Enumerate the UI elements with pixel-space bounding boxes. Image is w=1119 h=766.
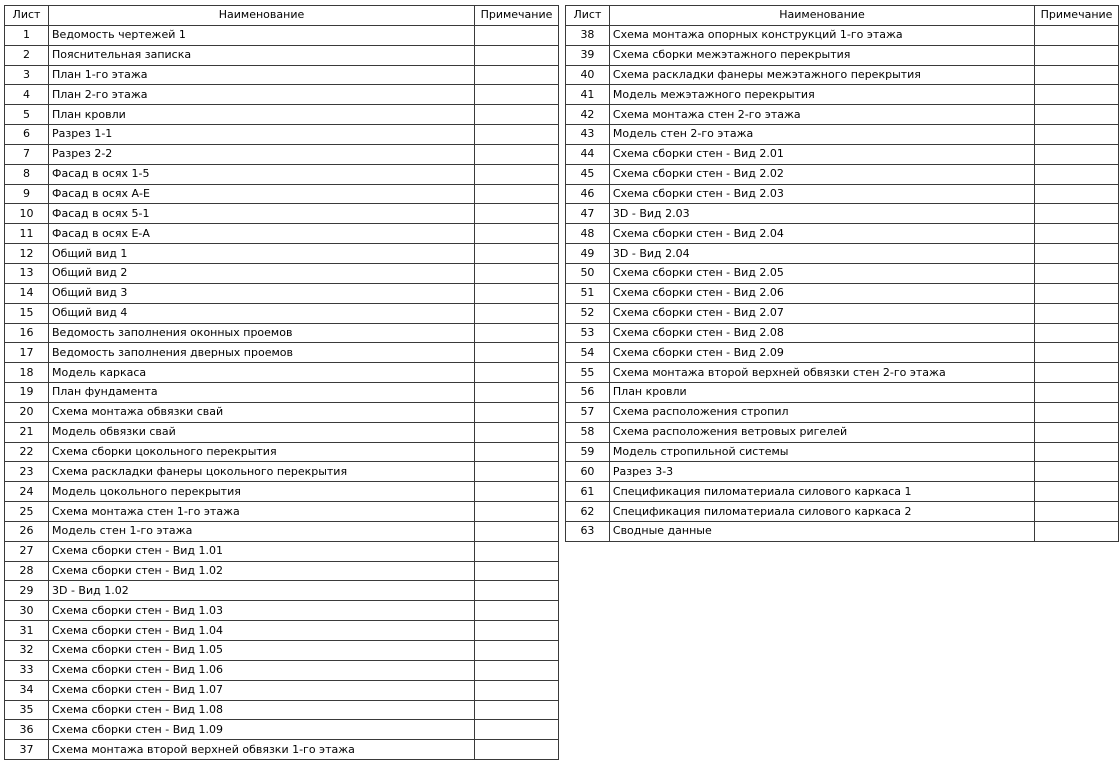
sheet-name-cell: Схема монтажа стен 2-го этажа xyxy=(609,105,1034,125)
sheet-number-cell: 42 xyxy=(566,105,610,125)
sheet-number-cell: 44 xyxy=(566,144,610,164)
table-row xyxy=(5,720,559,740)
sheet-number-cell: 5 xyxy=(5,105,49,125)
table-row xyxy=(566,323,1119,343)
header-name: Наименование xyxy=(49,6,475,26)
sheet-number-cell: 1 xyxy=(5,25,49,45)
sheet-note-cell xyxy=(1035,363,1119,383)
table-row xyxy=(5,105,559,125)
sheet-number-cell: 53 xyxy=(566,323,610,343)
sheet-note-cell xyxy=(475,402,559,422)
sheet-number-cell: 51 xyxy=(566,283,610,303)
table-row xyxy=(566,383,1119,403)
table-row xyxy=(566,502,1119,522)
table-row xyxy=(566,85,1119,105)
table-row xyxy=(5,521,559,541)
sheet-note-cell xyxy=(1035,383,1119,403)
sheet-note-cell xyxy=(475,641,559,661)
sheet-name-cell: Схема сборки стен - Вид 2.04 xyxy=(609,224,1034,244)
sheet-name-cell: Модель стен 1-го этажа xyxy=(49,521,475,541)
table-row xyxy=(5,263,559,283)
sheet-note-cell xyxy=(1035,105,1119,125)
sheet-number-cell: 30 xyxy=(5,601,49,621)
sheet-note-cell xyxy=(1035,244,1119,264)
sheet-number-cell: 6 xyxy=(5,125,49,145)
sheet-name-cell: Общий вид 2 xyxy=(49,263,475,283)
sheet-note-cell xyxy=(475,224,559,244)
sheet-number-cell: 61 xyxy=(566,482,610,502)
table-row xyxy=(566,244,1119,264)
sheet-name-cell: Схема сборки стен - Вид 2.08 xyxy=(609,323,1034,343)
sheet-name-cell: Фасад в осях 5-1 xyxy=(49,204,475,224)
sheet-name-cell: Сводные данные xyxy=(609,521,1034,541)
sheet-number-cell: 16 xyxy=(5,323,49,343)
sheet-number-cell: 19 xyxy=(5,383,49,403)
sheet-note-cell xyxy=(475,204,559,224)
sheet-name-cell: Модель стен 2-го этажа xyxy=(609,125,1034,145)
table-row xyxy=(566,144,1119,164)
table-row xyxy=(5,343,559,363)
table-row xyxy=(5,144,559,164)
table-row xyxy=(566,343,1119,363)
table-row xyxy=(5,740,559,760)
table-row xyxy=(566,462,1119,482)
table-row xyxy=(5,482,559,502)
sheet-name-cell: Схема сборки стен - Вид 2.03 xyxy=(609,184,1034,204)
sheet-name-cell: Схема монтажа опорных конструкций 1-го этажа xyxy=(609,25,1034,45)
sheet-number-cell: 63 xyxy=(566,521,610,541)
sheet-name-cell: Разрез 1-1 xyxy=(49,125,475,145)
table-row xyxy=(566,263,1119,283)
sheet-note-cell xyxy=(475,164,559,184)
sheet-note-cell xyxy=(475,85,559,105)
sheet-note-cell xyxy=(475,363,559,383)
table-row xyxy=(566,184,1119,204)
sheet-note-cell xyxy=(475,521,559,541)
table-row xyxy=(566,125,1119,145)
sheet-number-cell: 52 xyxy=(566,303,610,323)
sheet-note-cell xyxy=(475,581,559,601)
sheet-number-cell: 39 xyxy=(566,45,610,65)
table-row xyxy=(566,45,1119,65)
sheet-number-cell: 45 xyxy=(566,164,610,184)
sheet-number-cell: 36 xyxy=(5,720,49,740)
sheet-note-cell xyxy=(475,502,559,522)
sheet-note-cell xyxy=(1035,164,1119,184)
sheet-number-cell: 10 xyxy=(5,204,49,224)
sheet-number-cell: 35 xyxy=(5,700,49,720)
sheet-name-cell: Общий вид 3 xyxy=(49,283,475,303)
sheet-note-cell xyxy=(475,422,559,442)
sheet-note-cell xyxy=(475,462,559,482)
sheet-name-cell: Модель цокольного перекрытия xyxy=(49,482,475,502)
sheet-number-cell: 13 xyxy=(5,263,49,283)
sheet-number-cell: 25 xyxy=(5,502,49,522)
sheet-name-cell: Разрез 3-3 xyxy=(609,462,1034,482)
table-row xyxy=(5,45,559,65)
sheet-note-cell xyxy=(475,45,559,65)
sheet-note-cell xyxy=(475,561,559,581)
sheet-number-cell: 12 xyxy=(5,244,49,264)
sheet-name-cell: Фасад в осях А-Е xyxy=(49,184,475,204)
table-row xyxy=(5,422,559,442)
sheet-name-cell: Схема сборки стен - Вид 1.09 xyxy=(49,720,475,740)
table-row xyxy=(566,442,1119,462)
table-header-row xyxy=(566,6,1119,26)
sheet-number-cell: 21 xyxy=(5,422,49,442)
sheet-note-cell xyxy=(475,621,559,641)
sheet-number-cell: 48 xyxy=(566,224,610,244)
sheet-note-cell xyxy=(475,601,559,621)
table-row xyxy=(5,442,559,462)
table-row xyxy=(5,581,559,601)
sheet-name-cell: Схема сборки межэтажного перекрытия xyxy=(609,45,1034,65)
sheet-number-cell: 54 xyxy=(566,343,610,363)
sheet-number-cell: 11 xyxy=(5,224,49,244)
sheet-note-cell xyxy=(1035,184,1119,204)
sheet-number-cell: 60 xyxy=(566,462,610,482)
sheet-name-cell: Схема сборки стен - Вид 1.08 xyxy=(49,700,475,720)
drawing-list-table-left xyxy=(4,5,559,760)
sheet-note-cell xyxy=(475,740,559,760)
sheet-note-cell xyxy=(1035,323,1119,343)
sheet-name-cell: Схема монтажа обвязки свай xyxy=(49,402,475,422)
table-row xyxy=(5,164,559,184)
sheet-number-cell: 15 xyxy=(5,303,49,323)
table-row xyxy=(5,25,559,45)
sheet-name-cell: План кровли xyxy=(49,105,475,125)
sheet-number-cell: 59 xyxy=(566,442,610,462)
table-row xyxy=(5,601,559,621)
sheet-note-cell xyxy=(475,700,559,720)
sheet-note-cell xyxy=(475,105,559,125)
sheet-name-cell: Общий вид 1 xyxy=(49,244,475,264)
sheet-name-cell: Схема монтажа второй верхней обвязки 1-го этажа xyxy=(49,740,475,760)
sheet-name-cell: Спецификация пиломатериала силового каркаса 2 xyxy=(609,502,1034,522)
header-name: Наименование xyxy=(609,6,1034,26)
sheet-number-cell: 62 xyxy=(566,502,610,522)
sheet-number-cell: 24 xyxy=(5,482,49,502)
sheet-name-cell: Схема расположения стропил xyxy=(609,402,1034,422)
sheet-number-cell: 17 xyxy=(5,343,49,363)
table-row xyxy=(566,65,1119,85)
table-row xyxy=(566,224,1119,244)
sheet-name-cell: Схема сборки стен - Вид 1.07 xyxy=(49,680,475,700)
sheet-number-cell: 8 xyxy=(5,164,49,184)
sheet-name-cell: Ведомость заполнения дверных проемов xyxy=(49,343,475,363)
table-row xyxy=(5,224,559,244)
sheet-note-cell xyxy=(1035,263,1119,283)
table-row xyxy=(566,283,1119,303)
sheet-note-cell xyxy=(1035,502,1119,522)
table-row xyxy=(5,283,559,303)
sheet-name-cell: Схема монтажа стен 1-го этажа xyxy=(49,502,475,522)
sheet-name-cell: 3D - Вид 2.03 xyxy=(609,204,1034,224)
sheet-note-cell xyxy=(1035,45,1119,65)
table-row xyxy=(566,303,1119,323)
table-row xyxy=(5,502,559,522)
sheet-number-cell: 27 xyxy=(5,541,49,561)
table-row xyxy=(5,85,559,105)
sheet-name-cell: Схема сборки стен - Вид 2.01 xyxy=(609,144,1034,164)
sheet-note-cell xyxy=(475,343,559,363)
sheet-note-cell xyxy=(475,383,559,403)
table-row xyxy=(566,204,1119,224)
sheet-name-cell: Спецификация пиломатериала силового каркаса 1 xyxy=(609,482,1034,502)
sheet-number-cell: 41 xyxy=(566,85,610,105)
sheet-number-cell: 38 xyxy=(566,25,610,45)
sheet-note-cell xyxy=(475,283,559,303)
sheet-number-cell: 14 xyxy=(5,283,49,303)
sheet-number-cell: 34 xyxy=(5,680,49,700)
sheet-note-cell xyxy=(475,323,559,343)
sheet-note-cell xyxy=(475,25,559,45)
sheet-number-cell: 33 xyxy=(5,660,49,680)
sheet-note-cell xyxy=(475,680,559,700)
table-row xyxy=(5,204,559,224)
sheet-number-cell: 31 xyxy=(5,621,49,641)
sheet-name-cell: План фундамента xyxy=(49,383,475,403)
sheet-name-cell: Схема сборки стен - Вид 1.03 xyxy=(49,601,475,621)
sheet-note-cell xyxy=(1035,422,1119,442)
sheet-name-cell: Ведомость чертежей 1 xyxy=(49,25,475,45)
sheet-name-cell: Схема расположения ветровых ригелей xyxy=(609,422,1034,442)
sheet-note-cell xyxy=(1035,144,1119,164)
sheet-number-cell: 2 xyxy=(5,45,49,65)
sheet-note-cell xyxy=(475,144,559,164)
table-row xyxy=(566,521,1119,541)
sheet-number-cell: 50 xyxy=(566,263,610,283)
sheet-name-cell: Схема монтажа второй верхней обвязки стен 2-го этажа xyxy=(609,363,1034,383)
sheet-name-cell: Схема сборки стен - Вид 1.06 xyxy=(49,660,475,680)
table-row xyxy=(566,105,1119,125)
sheet-number-cell: 9 xyxy=(5,184,49,204)
sheet-note-cell xyxy=(475,541,559,561)
sheet-name-cell: Модель каркаса xyxy=(49,363,475,383)
sheet-note-cell xyxy=(475,482,559,502)
sheet-note-cell xyxy=(475,65,559,85)
table-row xyxy=(5,402,559,422)
table-row xyxy=(5,700,559,720)
sheet-note-cell xyxy=(1035,462,1119,482)
sheet-note-cell xyxy=(1035,25,1119,45)
table-row xyxy=(5,660,559,680)
sheet-number-cell: 18 xyxy=(5,363,49,383)
table-row xyxy=(5,363,559,383)
sheet-number-cell: 56 xyxy=(566,383,610,403)
sheet-number-cell: 57 xyxy=(566,402,610,422)
sheet-note-cell xyxy=(475,303,559,323)
header-sheet: Лист xyxy=(5,6,49,26)
sheet-number-cell: 23 xyxy=(5,462,49,482)
sheet-note-cell xyxy=(475,244,559,264)
sheet-number-cell: 32 xyxy=(5,641,49,661)
sheet-number-cell: 29 xyxy=(5,581,49,601)
sheet-note-cell xyxy=(475,660,559,680)
sheet-note-cell xyxy=(1035,402,1119,422)
sheet-number-cell: 37 xyxy=(5,740,49,760)
table-row xyxy=(5,680,559,700)
sheet-number-cell: 26 xyxy=(5,521,49,541)
sheet-name-cell: Фасад в осях 1-5 xyxy=(49,164,475,184)
sheet-note-cell xyxy=(1035,283,1119,303)
sheet-name-cell: Общий вид 4 xyxy=(49,303,475,323)
sheet-name-cell: Схема сборки стен - Вид 2.09 xyxy=(609,343,1034,363)
sheet-name-cell: 3D - Вид 1.02 xyxy=(49,581,475,601)
sheet-name-cell: Схема раскладки фанеры межэтажного перекрытия xyxy=(609,65,1034,85)
table-body-left xyxy=(5,25,559,759)
drawing-list-table-right xyxy=(565,5,1119,542)
table-row xyxy=(5,244,559,264)
sheet-name-cell: Фасад в осях Е-А xyxy=(49,224,475,244)
sheet-name-cell: Ведомость заполнения оконных проемов xyxy=(49,323,475,343)
sheet-note-cell xyxy=(1035,343,1119,363)
sheet-number-cell: 47 xyxy=(566,204,610,224)
table-row xyxy=(5,65,559,85)
sheet-note-cell xyxy=(1035,224,1119,244)
table-row xyxy=(566,25,1119,45)
sheet-name-cell: План 2-го этажа xyxy=(49,85,475,105)
table-row xyxy=(566,482,1119,502)
sheet-number-cell: 40 xyxy=(566,65,610,85)
sheet-note-cell xyxy=(1035,204,1119,224)
table-row xyxy=(5,303,559,323)
table-row xyxy=(5,383,559,403)
sheet-note-cell xyxy=(1035,65,1119,85)
sheet-number-cell: 28 xyxy=(5,561,49,581)
table-row xyxy=(566,164,1119,184)
sheet-name-cell: Схема сборки стен - Вид 2.07 xyxy=(609,303,1034,323)
table-row xyxy=(5,621,559,641)
sheet-note-cell xyxy=(475,125,559,145)
sheet-note-cell xyxy=(475,263,559,283)
sheet-note-cell xyxy=(475,442,559,462)
sheet-note-cell xyxy=(475,720,559,740)
table-row xyxy=(5,462,559,482)
sheet-name-cell: Модель межэтажного перекрытия xyxy=(609,85,1034,105)
sheet-note-cell xyxy=(475,184,559,204)
header-sheet: Лист xyxy=(566,6,610,26)
table-body-right xyxy=(566,25,1119,541)
sheet-name-cell: Схема сборки стен - Вид 2.06 xyxy=(609,283,1034,303)
header-note: Примечание xyxy=(475,6,559,26)
table-row xyxy=(566,363,1119,383)
sheet-name-cell: Модель стропильной системы xyxy=(609,442,1034,462)
sheet-note-cell xyxy=(1035,521,1119,541)
sheet-name-cell: Модель обвязки свай xyxy=(49,422,475,442)
table-row xyxy=(5,561,559,581)
table-row xyxy=(5,641,559,661)
sheet-note-cell xyxy=(1035,85,1119,105)
sheet-number-cell: 46 xyxy=(566,184,610,204)
sheet-name-cell: Пояснительная записка xyxy=(49,45,475,65)
sheet-number-cell: 22 xyxy=(5,442,49,462)
table-row xyxy=(566,402,1119,422)
sheet-name-cell: Схема сборки стен - Вид 1.05 xyxy=(49,641,475,661)
sheet-number-cell: 20 xyxy=(5,402,49,422)
sheet-number-cell: 49 xyxy=(566,244,610,264)
sheet-name-cell: Схема сборки стен - Вид 2.02 xyxy=(609,164,1034,184)
sheet-name-cell: 3D - Вид 2.04 xyxy=(609,244,1034,264)
sheet-name-cell: План 1-го этажа xyxy=(49,65,475,85)
sheet-number-cell: 7 xyxy=(5,144,49,164)
sheet-note-cell xyxy=(1035,125,1119,145)
sheet-name-cell: Схема сборки стен - Вид 1.01 xyxy=(49,541,475,561)
sheet-note-cell xyxy=(1035,303,1119,323)
sheet-number-cell: 4 xyxy=(5,85,49,105)
table-row xyxy=(5,541,559,561)
table-header-row xyxy=(5,6,559,26)
sheet-note-cell xyxy=(1035,482,1119,502)
table-row xyxy=(5,125,559,145)
table-row xyxy=(5,184,559,204)
sheet-name-cell: План кровли xyxy=(609,383,1034,403)
sheet-number-cell: 55 xyxy=(566,363,610,383)
table-row xyxy=(566,422,1119,442)
sheet-name-cell: Схема сборки стен - Вид 1.04 xyxy=(49,621,475,641)
sheet-name-cell: Схема раскладки фанеры цокольного перекрытия xyxy=(49,462,475,482)
sheet-name-cell: Разрез 2-2 xyxy=(49,144,475,164)
sheet-number-cell: 43 xyxy=(566,125,610,145)
sheet-note-cell xyxy=(1035,442,1119,462)
sheet-name-cell: Схема сборки стен - Вид 2.05 xyxy=(609,263,1034,283)
sheet-name-cell: Схема сборки цокольного перекрытия xyxy=(49,442,475,462)
header-note: Примечание xyxy=(1035,6,1119,26)
sheet-number-cell: 58 xyxy=(566,422,610,442)
table-row xyxy=(5,323,559,343)
sheet-name-cell: Схема сборки стен - Вид 1.02 xyxy=(49,561,475,581)
sheet-number-cell: 3 xyxy=(5,65,49,85)
